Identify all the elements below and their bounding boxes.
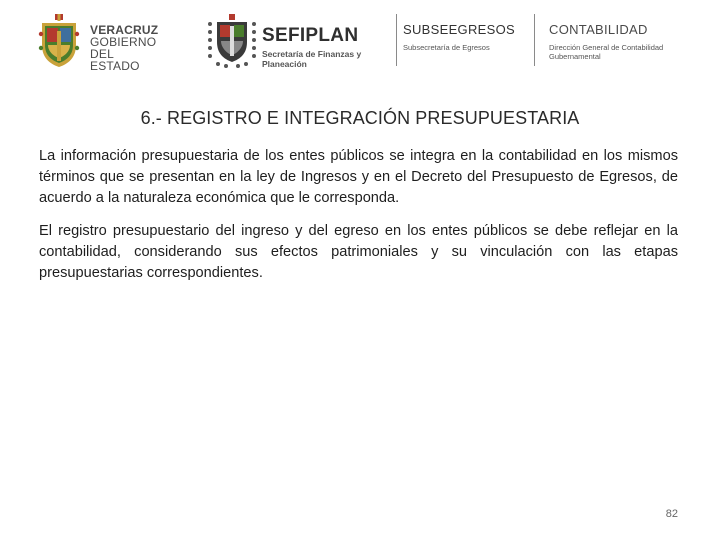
page-header: [0, 0, 720, 80]
veracruz-gobierno: GOBIERNO: [90, 35, 157, 49]
section-heading: 6.- REGISTRO E INTEGRACIÓN PRESUPUESTARIA: [140, 108, 580, 128]
sefiplan-title: SEFIPLAN: [262, 25, 359, 46]
veracruz-name: VERACRUZ: [90, 23, 159, 37]
sefiplan-emblem-icon: [206, 14, 258, 68]
subsecretaria-block: [403, 22, 531, 52]
veracruz-shield-icon: [38, 14, 80, 68]
subsecretaria-title: SUBSEEGRESOS: [403, 22, 515, 37]
body-paragraph: La información presupuestaria de los entes públicos se integra en la contabilidad en los mismos términos que se presentan en la ley de Ingresos y en el Decreto del Presupuesto de Egresos, de acuerdo a la naturaleza económica que le corresponda.: [39, 148, 678, 206]
subsecretaria-subtitle: Subsecretaría de Egresos: [403, 43, 490, 52]
veracruz-del-estado: DEL ESTADO: [90, 47, 140, 73]
sefiplan-logo: [206, 14, 376, 70]
header-divider: [534, 14, 535, 66]
veracruz-wordmark: [90, 24, 162, 72]
contabilidad-subtitle: Dirección General de Contabilidad Gubernamental: [549, 43, 664, 61]
contabilidad-block: [549, 22, 699, 61]
contabilidad-title: CONTABILIDAD: [549, 22, 648, 37]
sefiplan-subtitle: Secretaría de Finanzas y Planeación: [262, 49, 362, 69]
header-divider: [396, 14, 397, 66]
body-paragraph: El registro presupuestario del ingreso y del egreso en los entes públicos se debe reflejar en la contabilidad, considerando sus efectos patrimoniales y su vinculación con las etapas presupuestarias correspondientes.: [39, 223, 678, 281]
page-number: 82: [665, 508, 678, 520]
veracruz-logo: [38, 14, 160, 73]
